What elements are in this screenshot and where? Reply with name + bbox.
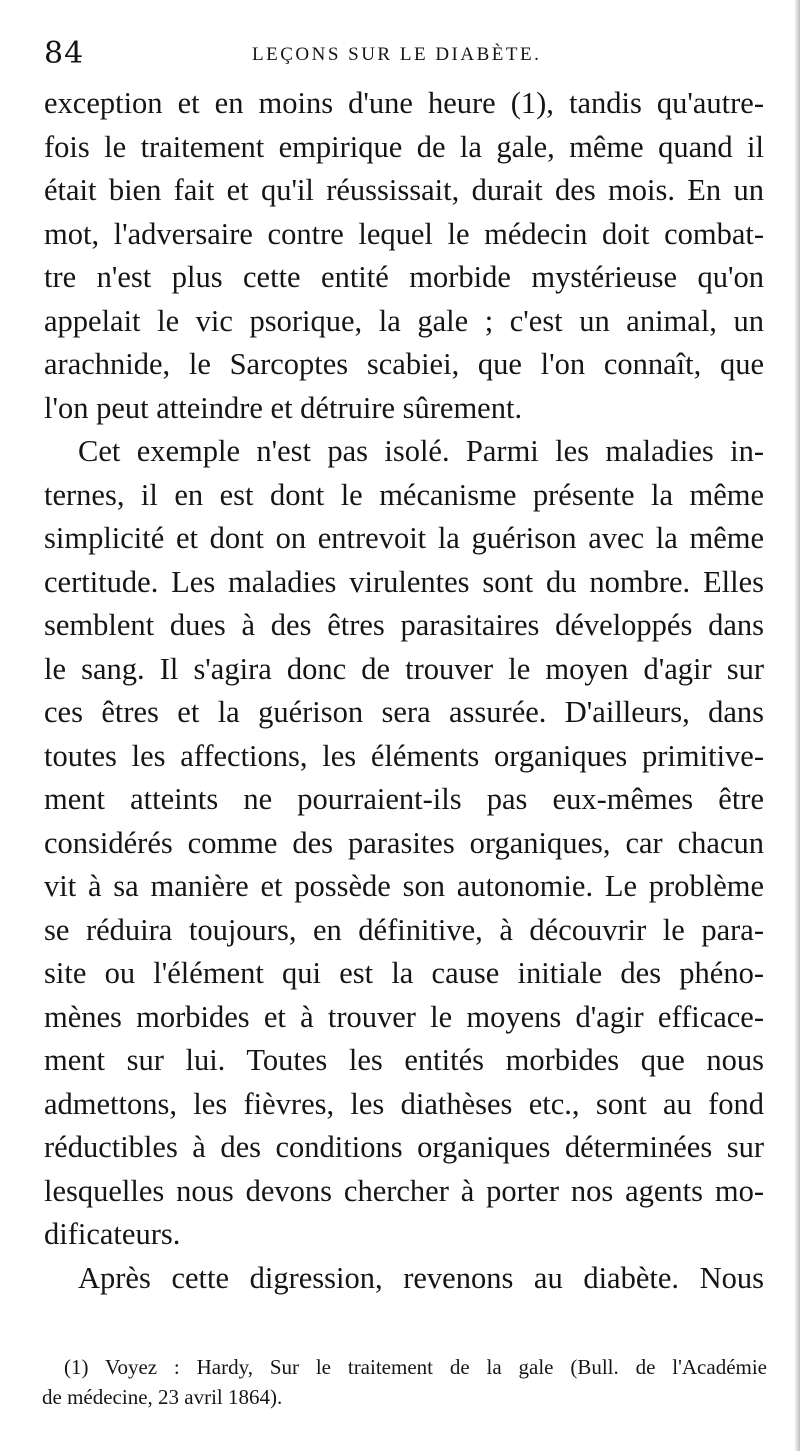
text-line: appelait le vic psorique, la gale ; c'est un animal, un: [44, 303, 764, 338]
text-line: considérés comme des parasites organiques, car chacun: [44, 825, 764, 860]
running-title: LEÇONS SUR LE DIABÈTE.: [252, 44, 542, 65]
footnote-text-1: Voyez : Hardy, Sur le traitement de la gale (Bull. de l'Académie: [104, 1355, 768, 1379]
text-line: fois le traitement empirique de la gale, même quand il: [44, 129, 764, 164]
text-line: lesquelles nous devons chercher à porter nos agents mo-: [44, 1173, 764, 1208]
page-number: 84: [44, 36, 85, 71]
text-line: se réduira toujours, en définitive, à découvrir le para-: [44, 912, 764, 947]
text-line: admettons, les fièvres, les diathèses etc., sont au fond: [44, 1086, 764, 1121]
text-line: dificateurs.: [44, 1217, 181, 1251]
text-line: mot, l'adversaire contre lequel le médecin doit combat-: [44, 216, 764, 251]
text-line: site ou l'élément qui est la cause initiale des phéno-: [44, 956, 764, 990]
footnote-line-1: [42, 1352, 767, 1382]
text-line: ment atteints ne pourraient-ils pas eux-mêmes être: [44, 782, 764, 816]
footnote-line-2: de médecine, 23 avril 1864).: [42, 1385, 283, 1409]
footnote-marker: (1): [64, 1355, 89, 1379]
text-line: arachnide, le Sarcoptes scabiei, que l'on connaît, que: [44, 347, 764, 381]
text-line: l'on peut atteindre et détruire sûrement.: [44, 390, 523, 425]
running-head: [40, 34, 780, 74]
text-line: Cet exemple n'est pas isolé. Parmi les maladies in-: [78, 434, 764, 468]
text-line: réductibles à des conditions organiques déterminées sur: [44, 1130, 764, 1164]
text-line: vit à sa manière et possède son autonomie. Le problème: [44, 869, 764, 903]
text-line: ment sur lui. Toutes les entités morbides que nous: [44, 1043, 764, 1077]
text-line: tre n'est plus cette entité morbide mystérieuse qu'on: [44, 260, 764, 294]
text-line: ternes, il en est dont le mécanisme présente la même: [44, 477, 764, 512]
page-edge-shadow: [794, 0, 800, 1451]
text-line: simplicité et dont on entrevoit la guérison avec la même: [44, 521, 764, 555]
text-line: Après cette digression, revenons au diabète. Nous: [78, 1260, 764, 1295]
text-line: toutes les affections, les éléments organiques primitive-: [44, 738, 764, 773]
text-line: mènes morbides et à trouver le moyens d'agir efficace-: [44, 999, 764, 1034]
text-line: le sang. Il s'agira donc de trouver le moyen d'agir sur: [44, 651, 764, 686]
text-line: semblent dues à des êtres parasitaires développés dans: [44, 608, 764, 642]
text-line: certitude. Les maladies virulentes sont du nombre. Elles: [44, 564, 764, 599]
footnote: [42, 1352, 767, 1412]
body-text: [44, 82, 764, 1300]
text-line: exception et en moins d'une heure (1), tandis qu'autre-: [44, 86, 764, 120]
text-line: était bien fait et qu'il réussissait, durait des mois. En un: [44, 173, 764, 207]
text-line: ces êtres et la guérison sera assurée. D'ailleurs, dans: [44, 695, 764, 729]
